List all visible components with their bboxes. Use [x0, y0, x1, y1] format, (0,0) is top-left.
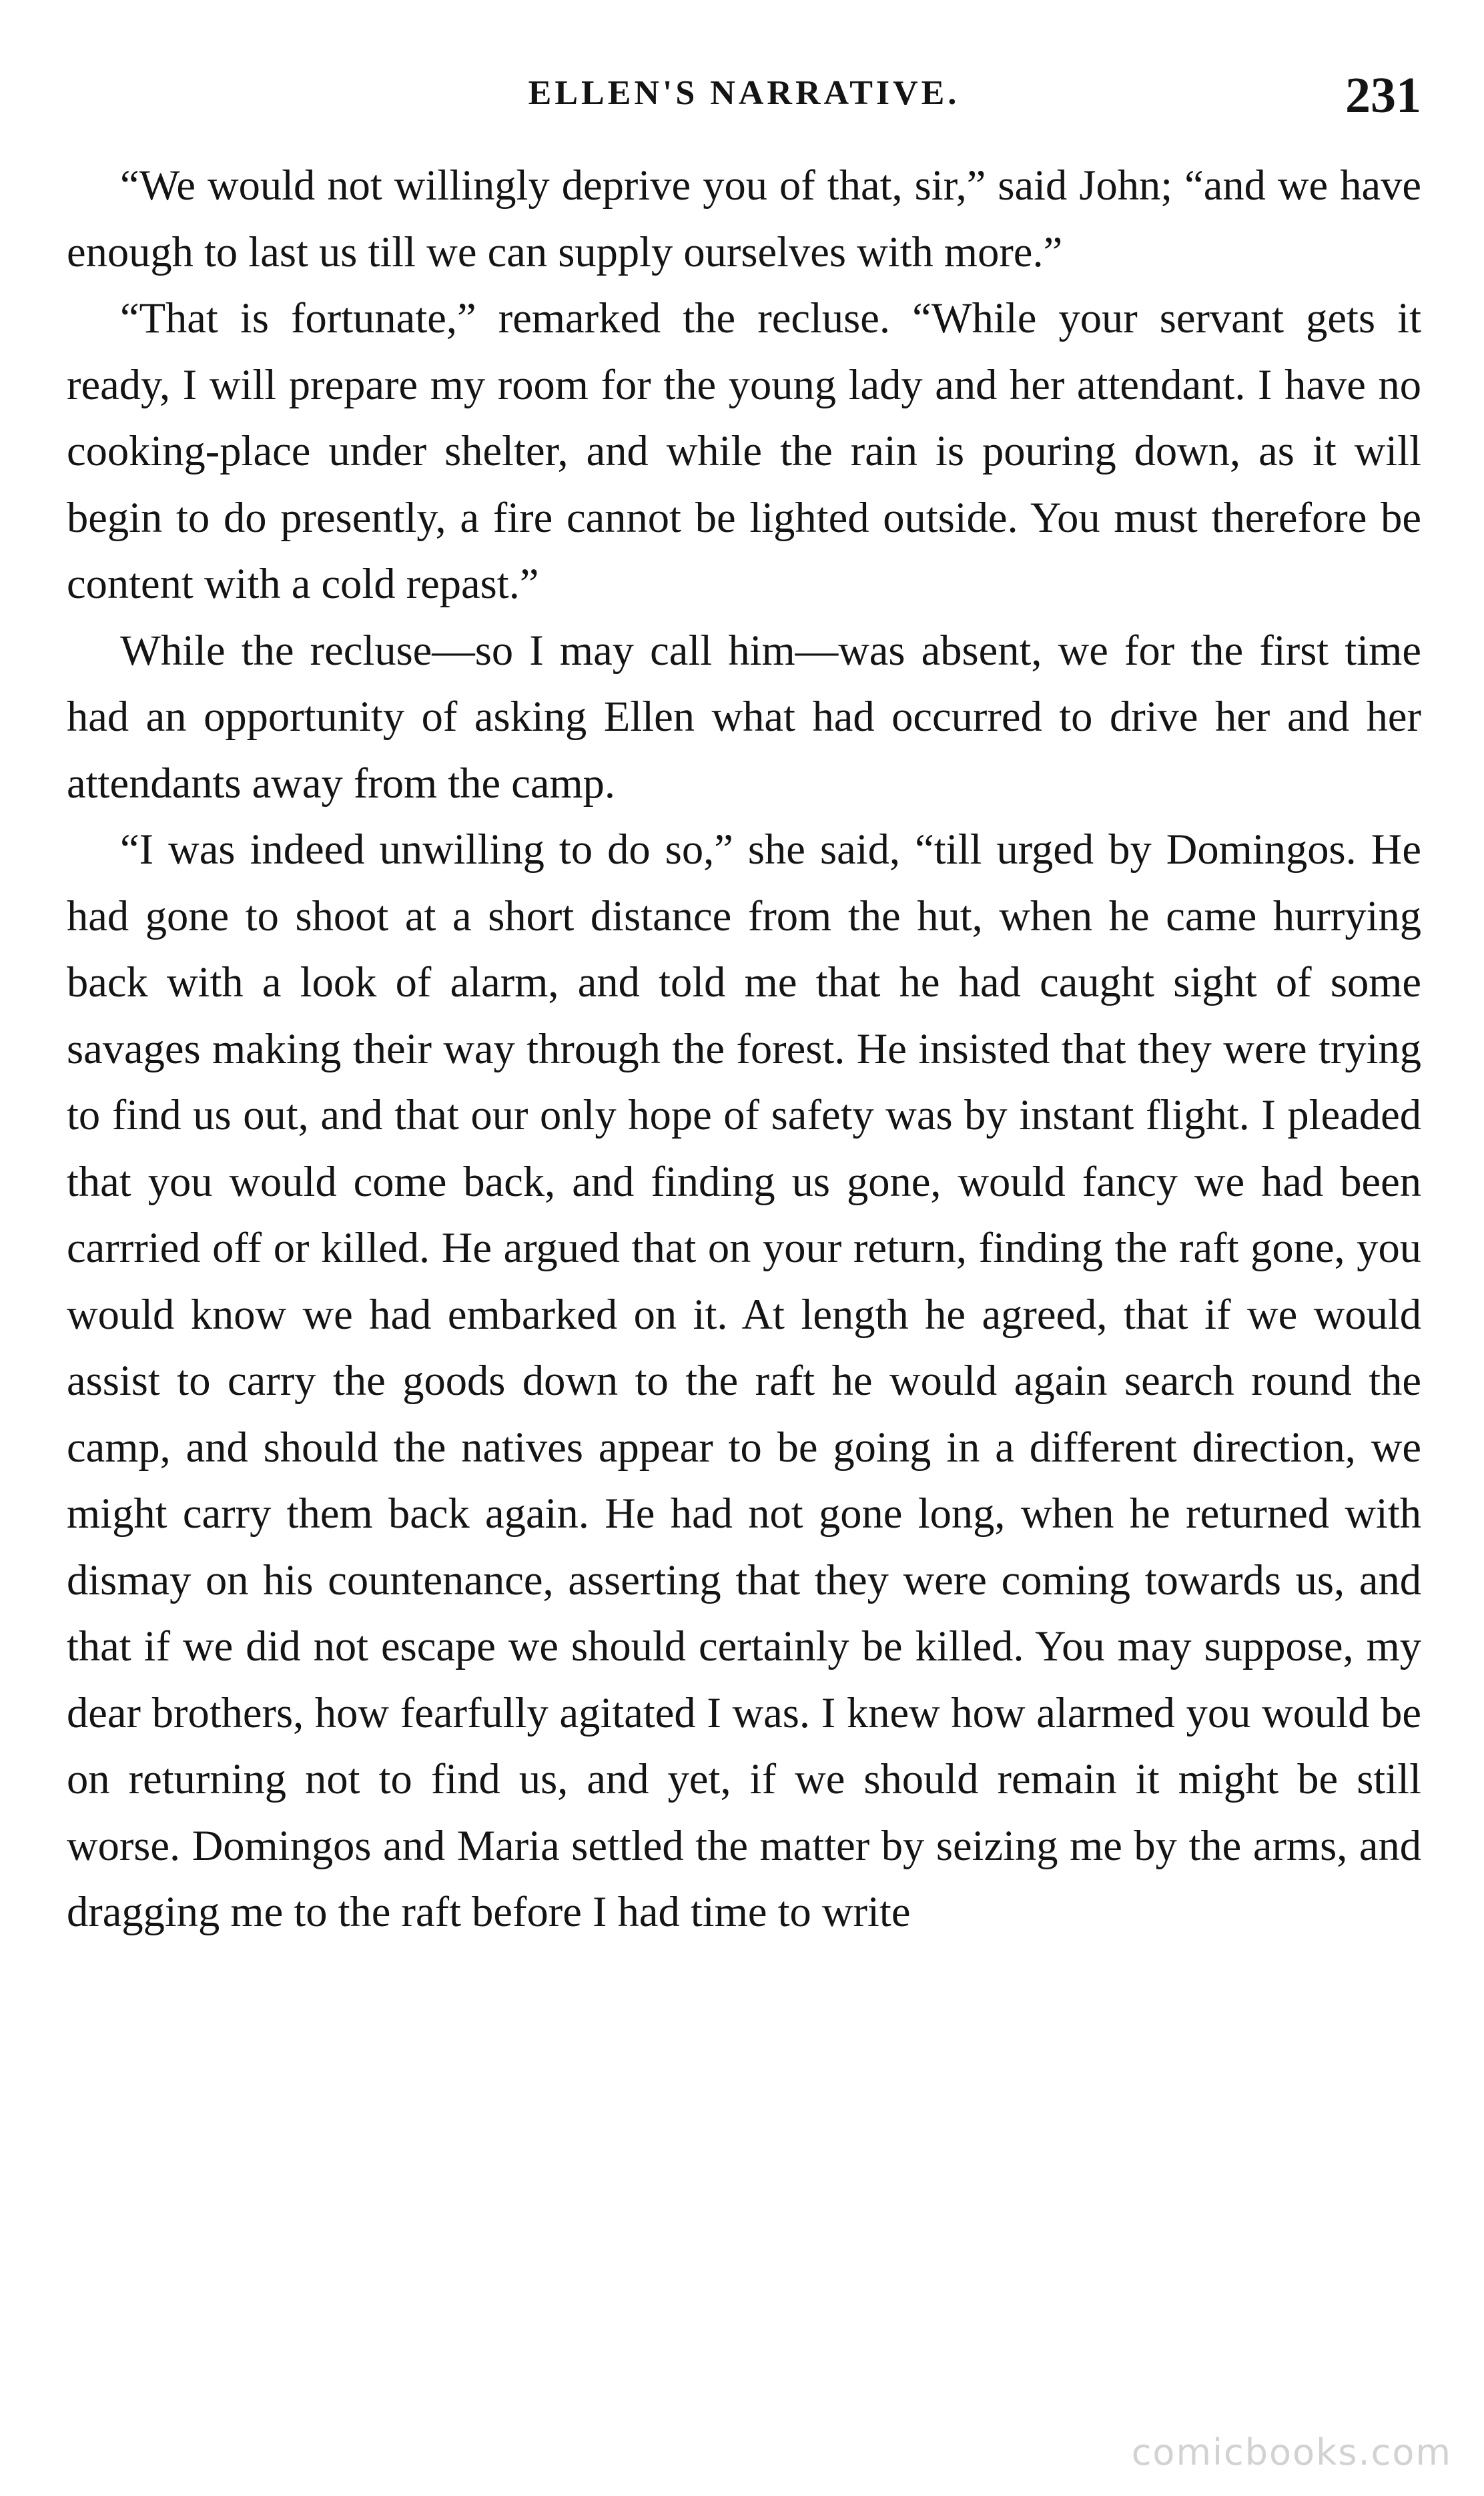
paragraph: While the recluse—so I may call him—was absent, we for the first time had an opportunity of asking Ellen what had occurred to drive her and her attendants away from the camp. [67, 626, 1421, 807]
page-number: 231 [1345, 67, 1421, 123]
paragraph: “We would not willingly deprive you of that, sir,” said John; “and we have enough to last us till we can supply ourselves with more.” [67, 162, 1421, 276]
paragraph: “That is fortunate,” remarked the recluse. “While your servant gets it ready, I will prepare my room for the young lady and her attendant. I have no cooking-place under shelter, and while the rain is pouring down, as it will begin to do presently, a fire cannot be lighted outside. You must therefore be content with a cold repast.” [67, 294, 1421, 607]
chapter-title: ELLEN'S NARRATIVE. [528, 74, 960, 112]
watermark: comicbooks.com [1131, 2431, 1452, 2473]
running-head [67, 67, 1421, 133]
body-text [67, 152, 1421, 1945]
paragraph: “I was indeed unwilling to do so,” she said, “till urged by Domingos. He had gone to shoot at a short distance from the hut, when he came hurrying back with a look of alarm, and told me that he had caught sight of some savages making their way through the forest. He insisted that they were trying to find us out, and that our only hope of safety was by instant flight. I pleaded that you would come back, and finding us gone, would fancy we had been carrried off or killed. He argued that on your return, finding the raft gone, you would know we had embarked on it. At length he agreed, that if we would assist to carry the goods down to the raft he would again search round the camp, and should the natives appear to be going in a different direction, we might carry them back again. He had not gone long, when he returned with dismay on his countenance, asserting that they were coming towards us, and that if we did not escape we should certainly be killed. You may suppose, my dear brothers, how fearfully agitated I was. I knew how alarmed you would be on returning not to find us, and yet, if we should remain it might be still worse. Domingos and Maria settled the matter by seizing me by the arms, and dragging me to the raft before I had time to write [67, 826, 1421, 1935]
